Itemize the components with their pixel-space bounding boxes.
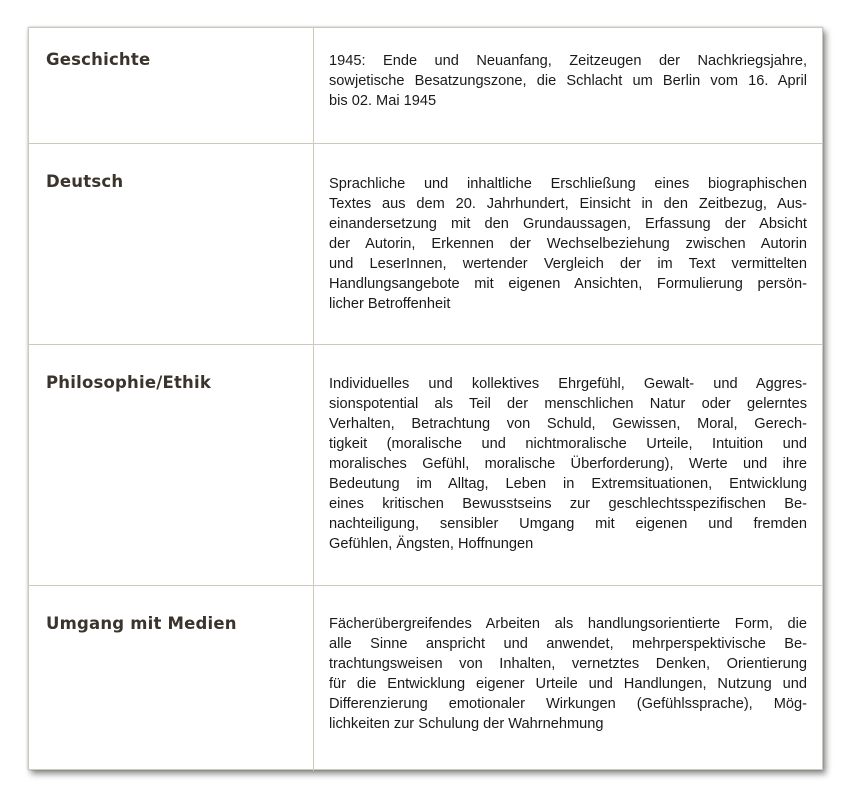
- description-line: Verhalten, Betrachtung von Schuld, Gewissen, Moral, Gerech-: [329, 416, 807, 432]
- column-divider: [313, 586, 314, 771]
- description-line: bis 02. Mai 1945: [329, 93, 437, 109]
- curriculum-table: [28, 27, 823, 770]
- description-line: moralisches Gefühl, moralische Überforderung), Werte und ihre: [329, 456, 807, 472]
- table-row-umgang-mit-medien: [29, 585, 822, 771]
- subject-description: [329, 614, 807, 734]
- description-line: sionspotential als Teil der menschlichen Natur oder gelerntes: [329, 396, 807, 412]
- subject-description: [329, 174, 807, 314]
- subject-label: Umgang mit Medien: [46, 614, 237, 633]
- description-line: Textes aus dem 20. Jahrhundert, Einsicht in den Zeitbezug, Aus-: [329, 196, 807, 212]
- description-line: nachteiligung, sensibler Umgang mit eigenen und fremden: [329, 516, 807, 532]
- description-line: lichkeiten zur Schulung der Wahrnehmung: [329, 716, 604, 732]
- description-line: der Autorin, Erkennen der Wechselbeziehung zwischen Autorin: [329, 236, 807, 252]
- subject-label: Philosophie/Ethik: [46, 373, 212, 392]
- column-divider: [313, 345, 314, 585]
- column-divider: [313, 144, 314, 344]
- description-line: Gefühlen, Ängsten, Hoffnungen: [329, 536, 534, 552]
- description-line: Handlungsangebote mit eigenen Ansichten, Formulierung persön-: [329, 276, 807, 292]
- description-line: einandersetzung mit den Grundaussagen, Erfassung der Absicht: [329, 216, 807, 232]
- description-line: und LeserInnen, wertender Vergleich der im Text vermittelten: [329, 256, 807, 272]
- table-row-deutsch: [29, 143, 822, 344]
- table-row-philosophie-ethik: [29, 344, 822, 585]
- subject-label: Deutsch: [46, 172, 124, 191]
- subject-description: [329, 374, 807, 554]
- description-line: alle Sinne anspricht und anwendet, mehrperspektivische Be-: [329, 636, 807, 652]
- subject-description: [329, 51, 807, 111]
- description-line: Sprachliche und inhaltliche Erschließung eines biographischen: [329, 176, 807, 192]
- description-line: licher Betroffenheit: [329, 296, 451, 312]
- description-line: eines kritischen Bewusstseins zur geschlechtsspezifischen Be-: [329, 496, 807, 512]
- column-divider: [313, 28, 314, 143]
- description-line: Individuelles und kollektives Ehrgefühl, Gewalt- und Aggres-: [329, 376, 807, 392]
- description-line: tigkeit (moralische und nichtmoralische Urteile, Intuition und: [329, 436, 807, 452]
- subject-label: Geschichte: [46, 50, 151, 69]
- description-line: Fächerübergreifendes Arbeiten als handlungsorientierte Form, die: [329, 616, 807, 632]
- description-line: Bedeutung im Alltag, Leben in Extremsituationen, Entwicklung: [329, 476, 807, 492]
- description-line: für die Entwicklung eigener Urteile und Handlungen, Nutzung und: [329, 676, 807, 692]
- description-line: sowjetische Besatzungszone, die Schlacht um Berlin vom 16. April: [329, 73, 807, 89]
- description-line: trachtungsweisen von Inhalten, vernetztes Denken, Orientierung: [329, 656, 807, 672]
- description-line: Differenzierung emotionaler Wirkungen (Gefühlssprache), Mög-: [329, 696, 807, 712]
- table-grid: [29, 28, 822, 769]
- description-line: 1945: Ende und Neuanfang, Zeitzeugen der Nachkriegsjahre,: [329, 53, 807, 69]
- table-row-geschichte: [29, 28, 822, 143]
